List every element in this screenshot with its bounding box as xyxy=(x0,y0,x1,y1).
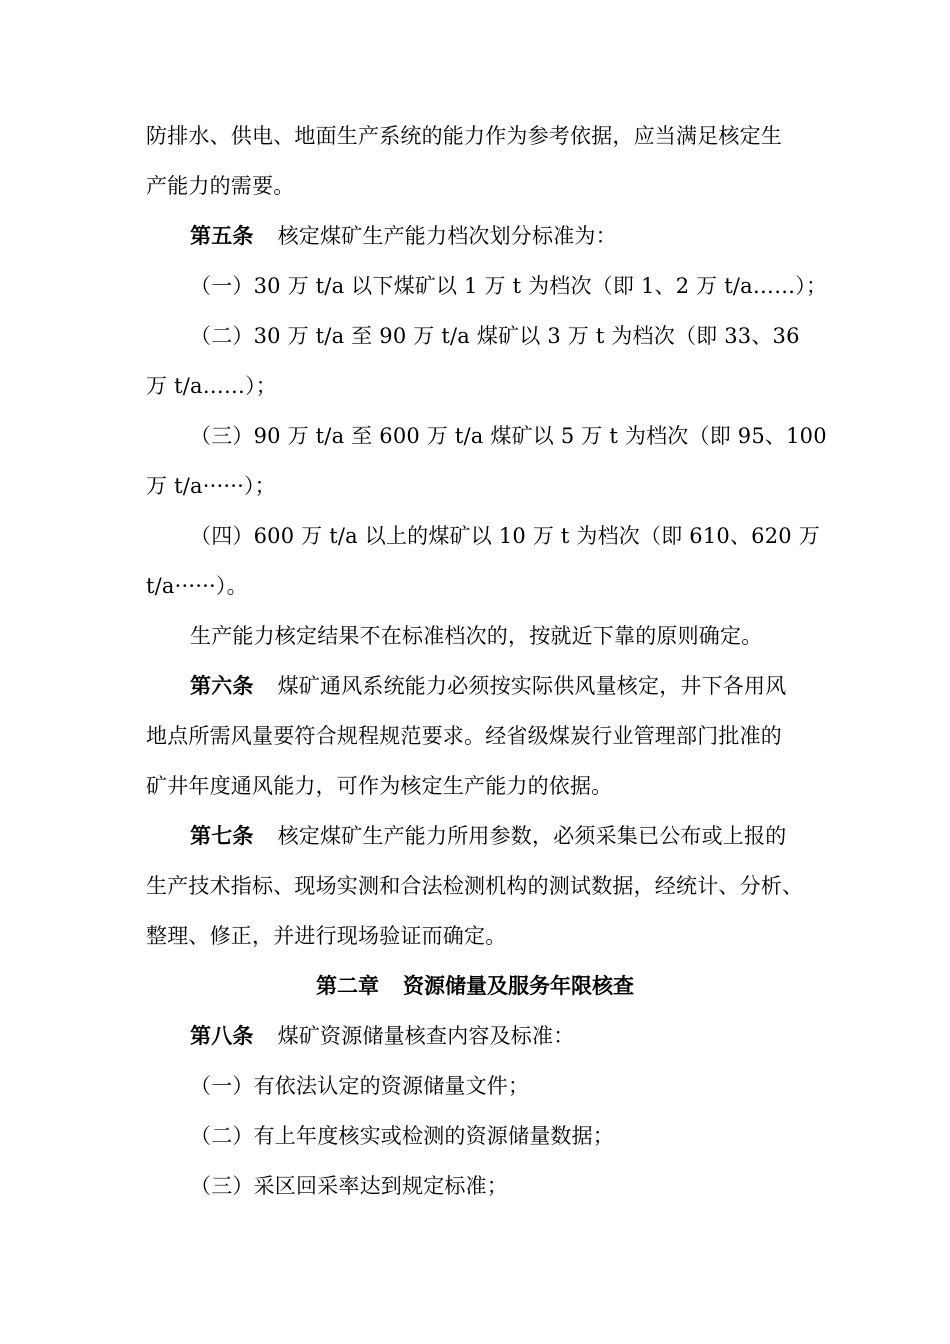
paragraph-line: 万 t/a······）； xyxy=(146,474,276,498)
paragraph-line: 万 t/a……）； xyxy=(146,374,278,398)
article-7 xyxy=(190,822,786,850)
article-text: 煤矿资源储量核查内容及标准： xyxy=(277,1024,575,1048)
chapter-number: 第二章 xyxy=(316,974,379,998)
list-item: （三）采区回采率达到规定标准； xyxy=(190,1174,508,1198)
article-label: 第七条 xyxy=(190,824,254,848)
paragraph-line: 防排水、供电、地面生产系统的能力作为参考依据，应当满足核定生 xyxy=(146,124,782,148)
paragraph-line: 产能力的需要。 xyxy=(146,174,295,198)
chapter-title: 资源储量及服务年限核查 xyxy=(403,974,634,998)
paragraph-line: 生产技术指标、现场实测和合法检测机构的测试数据，经统计、分析、 xyxy=(146,874,804,898)
paragraph-line: （二）30 万 t/a 至 90 万 t/a 煤矿以 3 万 t 为档次（即 33、36 xyxy=(190,324,800,348)
article-5 xyxy=(190,222,617,250)
paragraph-line: （四）600 万 t/a 以上的煤矿以 10 万 t 为档次（即 610、620 万 xyxy=(190,524,820,548)
chapter-heading xyxy=(0,972,950,1000)
article-8 xyxy=(190,1022,574,1050)
paragraph-line: 整理、修正，并进行现场验证而确定。 xyxy=(146,924,507,948)
article-text: 煤矿通风系统能力必须按实际供风量核定，井下各用风 xyxy=(277,674,787,698)
article-label: 第六条 xyxy=(190,674,254,698)
list-item: （二）有上年度核实或检测的资源储量数据； xyxy=(190,1124,614,1148)
article-6 xyxy=(190,672,786,700)
article-text: 核定煤矿生产能力所用参数，必须采集已公布或上报的 xyxy=(277,824,787,848)
paragraph-line: 生产能力核定结果不在标准档次的，按就近下靠的原则确定。 xyxy=(190,624,763,648)
article-text: 核定煤矿生产能力档次划分标准为： xyxy=(277,224,617,248)
paragraph-line: t/a······）。 xyxy=(146,574,248,598)
article-label: 第八条 xyxy=(190,1024,254,1048)
paragraph-line: （一）30 万 t/a 以下煤矿以 1 万 t 为档次（即 1、2 万 t/a……）； xyxy=(190,274,828,298)
paragraph-line: 矿井年度通风能力，可作为核定生产能力的依据。 xyxy=(146,774,613,798)
paragraph-line: 地点所需风量要符合规程规范要求。经省级煤炭行业管理部门批准的 xyxy=(146,724,782,748)
list-item: （一）有依法认定的资源储量文件； xyxy=(190,1074,530,1098)
article-label: 第五条 xyxy=(190,224,254,248)
paragraph-line: （三）90 万 t/a 至 600 万 t/a 煤矿以 5 万 t 为档次（即 95、100 xyxy=(190,424,827,448)
